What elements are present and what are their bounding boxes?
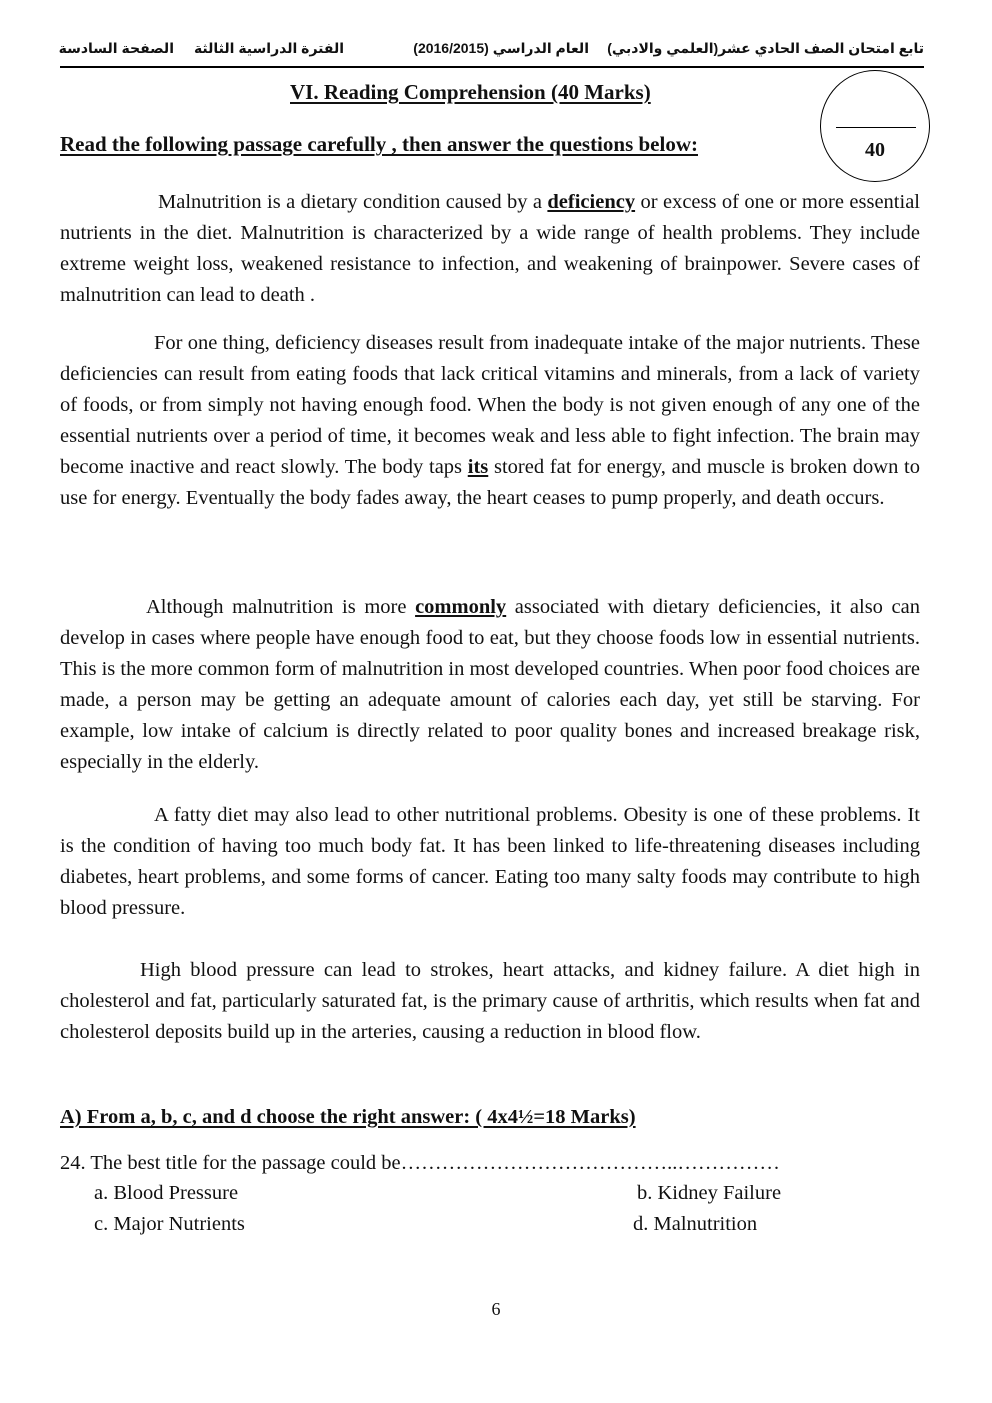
paragraph-text: A fatty diet may also lead to other nutritional problems. Obesity is one of these problems. It is the condition of having too much body fat. It has been linked to life-threatening diseases including diabetes, heart problems, and some forms of cancer. Eating too many salty foods may contribute to high blood pressure.: [60, 804, 920, 919]
question-24-option-d[interactable]: d. Malnutrition: [633, 1213, 758, 1235]
question-24-option-a[interactable]: a. Blood Pressure: [94, 1182, 239, 1204]
paragraph-text: High blood pressure can lead to strokes, heart attacks, and kidney failure. A diet high in cholesterol and fat, particularly saturated fat, is the primary cause of arthritis, which results when fat and cholesterol deposits build up in the arteries, causing a reduction in blood flow.: [60, 959, 920, 1043]
paragraph-text: Although malnutrition is more: [146, 596, 416, 618]
section-title: VI. Reading Comprehension (40 Marks): [290, 80, 651, 104]
exam-header: [60, 36, 924, 68]
paragraph-text: Malnutrition is a dietary condition caused by a: [158, 191, 548, 213]
keyword-deficiency: deficiency: [547, 191, 636, 213]
passage-paragraph-2: [60, 328, 920, 514]
paragraph-text: For one thing, deficiency diseases result from inadequate intake of the major nutrients. These deficiencies can result from eating foods that lack critical vitamins and minerals, from a lack of variety of foods, or from simply not having enough food. When the body is not given enough of any one of the essential nutrients over a period of time, it becomes weak and less able to fight infection. The brain may become inactive and react slowly. The body taps: [60, 332, 920, 478]
page-number: 6: [491, 1299, 501, 1319]
passage-paragraph-3: [60, 592, 920, 778]
term-label: الفترة الدراسية الثالثة: [193, 40, 344, 56]
score-box: [820, 70, 930, 182]
passage-paragraph-5: [60, 955, 920, 1048]
paragraph-text: stored fat for energy, and muscle is broken down to use for energy. Eventually the body fades away, the heart ceases to pump properly, and death occurs.: [60, 456, 920, 509]
keyword-commonly: commonly: [415, 596, 507, 618]
passage-paragraph-4: [60, 800, 920, 924]
question-24-option-c[interactable]: c. Major Nutrients: [94, 1213, 245, 1235]
score-total: 40: [865, 139, 885, 161]
question-24-option-b[interactable]: b. Kidney Failure: [637, 1182, 782, 1204]
page-label: الصفحة السادسة: [58, 40, 174, 56]
keyword-its: its: [467, 456, 489, 478]
question-section-heading: A) From a, b, c, and d choose the right answer: ( 4x4½=18 Marks): [60, 1106, 636, 1128]
score-blank-line: [836, 127, 916, 128]
exam-title: تابع امتحان الصف الحادي عشر(العلمي والادبي): [607, 40, 924, 56]
passage-instruction: Read the following passage carefully , then answer the questions below:: [60, 132, 698, 156]
academic-year: العام الدراسي (2016/2015): [413, 40, 589, 56]
passage-paragraph-1: [60, 187, 920, 311]
paragraph-text: associated with dietary deficiencies, it also can develop in cases where people have enough food to eat, but they choose foods low in essential nutrients. This is the more common form of malnutrition in most developed countries. When poor food choices are made, a person may be getting an adequate amount of calories each day, yet still be starving. For example, low intake of calcium is directly related to poor quality bones and increased breakage risk, especially in the elderly.: [60, 596, 920, 773]
paragraph-text: or excess of one or more essential nutrients in the diet. Malnutrition is characterized by a wide range of health problems. They include extreme weight loss, weakened resistance to infection, and weakening of brainpower. Severe cases of malnutrition can lead to death .: [60, 191, 920, 306]
question-24-stem: 24. The best title for the passage could be…………………………………..……………: [60, 1152, 780, 1174]
